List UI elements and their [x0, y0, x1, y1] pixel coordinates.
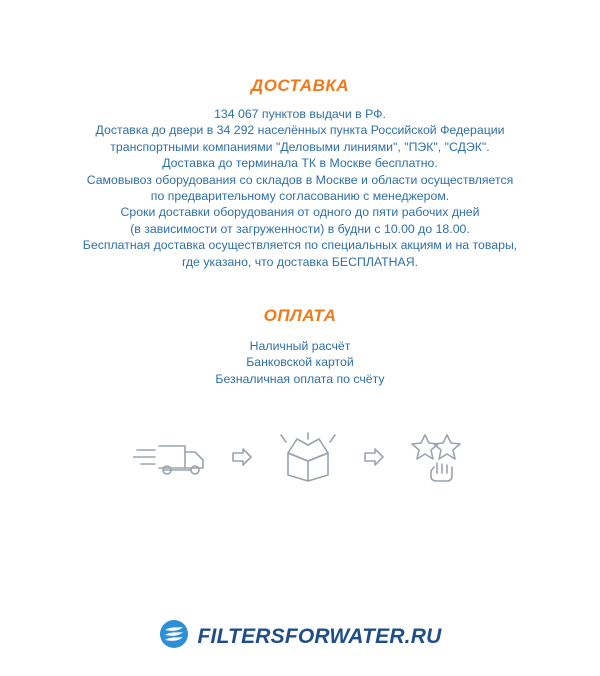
delivery-line: Сроки доставки оборудования от одного до пяти рабочих дней: [120, 205, 480, 220]
arrow-right-icon: [363, 447, 385, 467]
process-icon-strip: [0, 431, 600, 483]
site-logo-text: FILTERSFORWATER.RU: [197, 624, 442, 648]
delivery-text-block: [0, 106, 600, 270]
payment-section-title: ОПЛАТА: [263, 306, 337, 326]
delivery-section-title: ДОСТАВКА: [250, 76, 350, 95]
delivery-line: Бесплатная доставка осуществляется по специальных акциям и на товары,: [82, 238, 518, 253]
delivery-line: Доставка до терминала ТК в Москве бесплатно.: [162, 156, 438, 171]
delivery-payment-page: [0, 76, 600, 676]
site-logo[interactable]: [0, 619, 600, 654]
rating-stars-hand-icon: [407, 431, 467, 483]
delivery-line: по предварительному согласованию с менеджером.: [150, 189, 450, 204]
payment-line: Наличный расчёт: [249, 339, 351, 354]
open-box-icon: [275, 431, 341, 483]
delivery-line: транспортными компаниями "Деловыми линиями", "ПЭК", "СДЭК".: [110, 139, 490, 154]
delivery-truck-icon: [133, 434, 209, 480]
payment-line: Безналичная оплата по счёту: [215, 371, 385, 386]
payment-line: Банковской картой: [246, 355, 354, 370]
delivery-line: (в зависимости от загруженности) в будни с 10.00 до 18.00.: [130, 221, 470, 236]
delivery-line: Самовывоз оборудования со складов в Москве и области осуществляется: [86, 172, 514, 187]
delivery-line: Доставка до двери в 34 292 населённых пункта Российской Федерации: [95, 123, 505, 138]
delivery-line: 134 067 пунктов выдачи в РФ.: [214, 107, 386, 121]
payment-text-block: [0, 338, 600, 387]
arrow-right-icon: [231, 447, 253, 467]
swirl-logo-icon: [159, 619, 189, 654]
delivery-line: где указано, что доставка БЕСПЛАТНАЯ.: [181, 254, 419, 269]
